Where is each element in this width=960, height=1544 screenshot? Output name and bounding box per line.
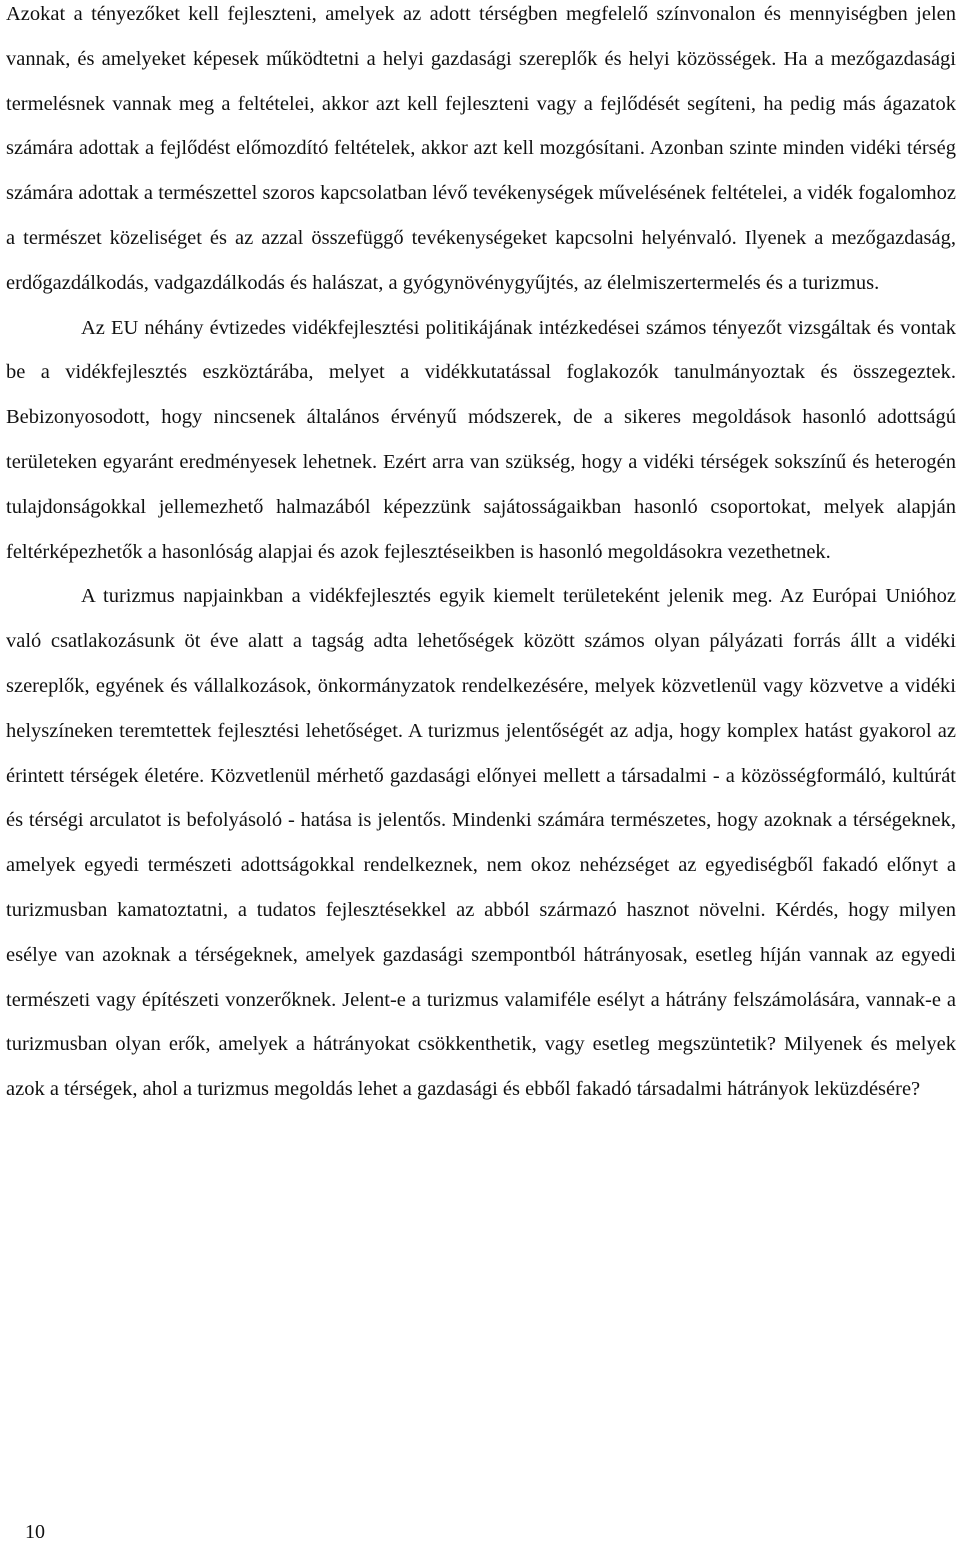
paragraph-1: Azokat a tényezőket kell fejleszteni, amelyek az adott térségben megfelelő színvonalon és mennyiségben jelen vannak, és amelyeket képesek működtetni a helyi gazdasági szereplők és helyi közösségek. Ha a mezőgazdasági termelésnek vannak meg a feltételei, akkor azt kell fejleszteni vagy a fejlődését segíteni, ha pedig más ágazatok számára adottak a fejlődést előmozdító feltételek, akkor azt kell mozgósítani. Azonban szinte minden vidéki térség számára adottak a természettel szoros kapcsolatban lévő tevékenységek művelésének feltételei, a vidék fogalomhoz a természet közeliséget és az azzal összefüggő tevékenységeket kapcsolni helyénvaló. Ilyenek a mezőgazdaság, erdőgazdálkodás, vadgazdálkodás és halászat, a gyógynövénygyűjtés, az élelmiszertermelés és a turizmus. xyxy=(6,3,956,294)
paragraph-2: Az EU néhány évtizedes vidékfejlesztési politikájának intézkedései számos tényezőt vizsgáltak és vontak be a vidékfejlesztés eszköztárába, melyet a vidékkutatással foglakozók tanulmányoztak és összegeztek. Bebizonyosodott, hogy nincsenek általános érvényű módszerek, de a sikeres megoldások hasonló adottságú területeken egyaránt eredményesek lehetnek. Ezért arra van szükség, hogy a vidéki térségek sokszínű és heterogén tulajdonságokkal jellemezhető halmazából képezzünk sajátosságaikban hasonló csoportokat, melyek alapján feltérképezhetők a hasonlóság alapjai és azok fejlesztéseikben is hasonló megoldásokra vezethetnek. xyxy=(6,316,956,563)
document-page xyxy=(6,0,956,1112)
paragraph-3: A turizmus napjainkban a vidékfejlesztés egyik kiemelt területeként jelenik meg. Az Európai Unióhoz való csatlakozásunk öt éve alatt a tagság adta lehetőségek között számos olyan pályázati forrás állt a vidéki szereplők, egyének és vállalkozások, önkormányzatok rendelkezésére, melyek közvetlenül vagy közvetve a vidéki helyszíneken teremtettek fejlesztési lehetőséget. A turizmus jelentőségét az adja, hogy komplex hatást gyakorol az érintett térségek életére. Közvetlenül mérhető gazdasági előnyei mellett a társadalmi - a közösségformáló, kultúrát és térségi arculatot is befolyásoló - hatása is jelentős. Mindenki számára természetes, hogy azoknak a térségeknek, amelyek egyedi természeti adottságokkal rendelkeznek, nem okoz nehézséget az egyediségből fakadó előnyt a turizmusban kamatoztatni, a tudatos fejlesztésekkel az abból származó hasznot növelni. Kérdés, hogy milyen esélye van azoknak a térségeknek, amelyek gazdasági szempontból hátrányosak, esetleg híján vannak az egyedi természeti vagy építészeti vonzerőknek. Jelent-e a turizmus valamiféle esélyt a hátrány felszámolására, vannak-e a turizmusban olyan erők, amelyek a hátrányokat csökkenthetik, vagy esetleg megszüntetik? Milyenek és melyek azok a térségek, ahol a turizmus megoldás lehet a gazdasági és ebből fakadó társadalmi hátrányok leküzdésére? xyxy=(6,585,956,1101)
page-number: 10 xyxy=(25,1521,45,1543)
